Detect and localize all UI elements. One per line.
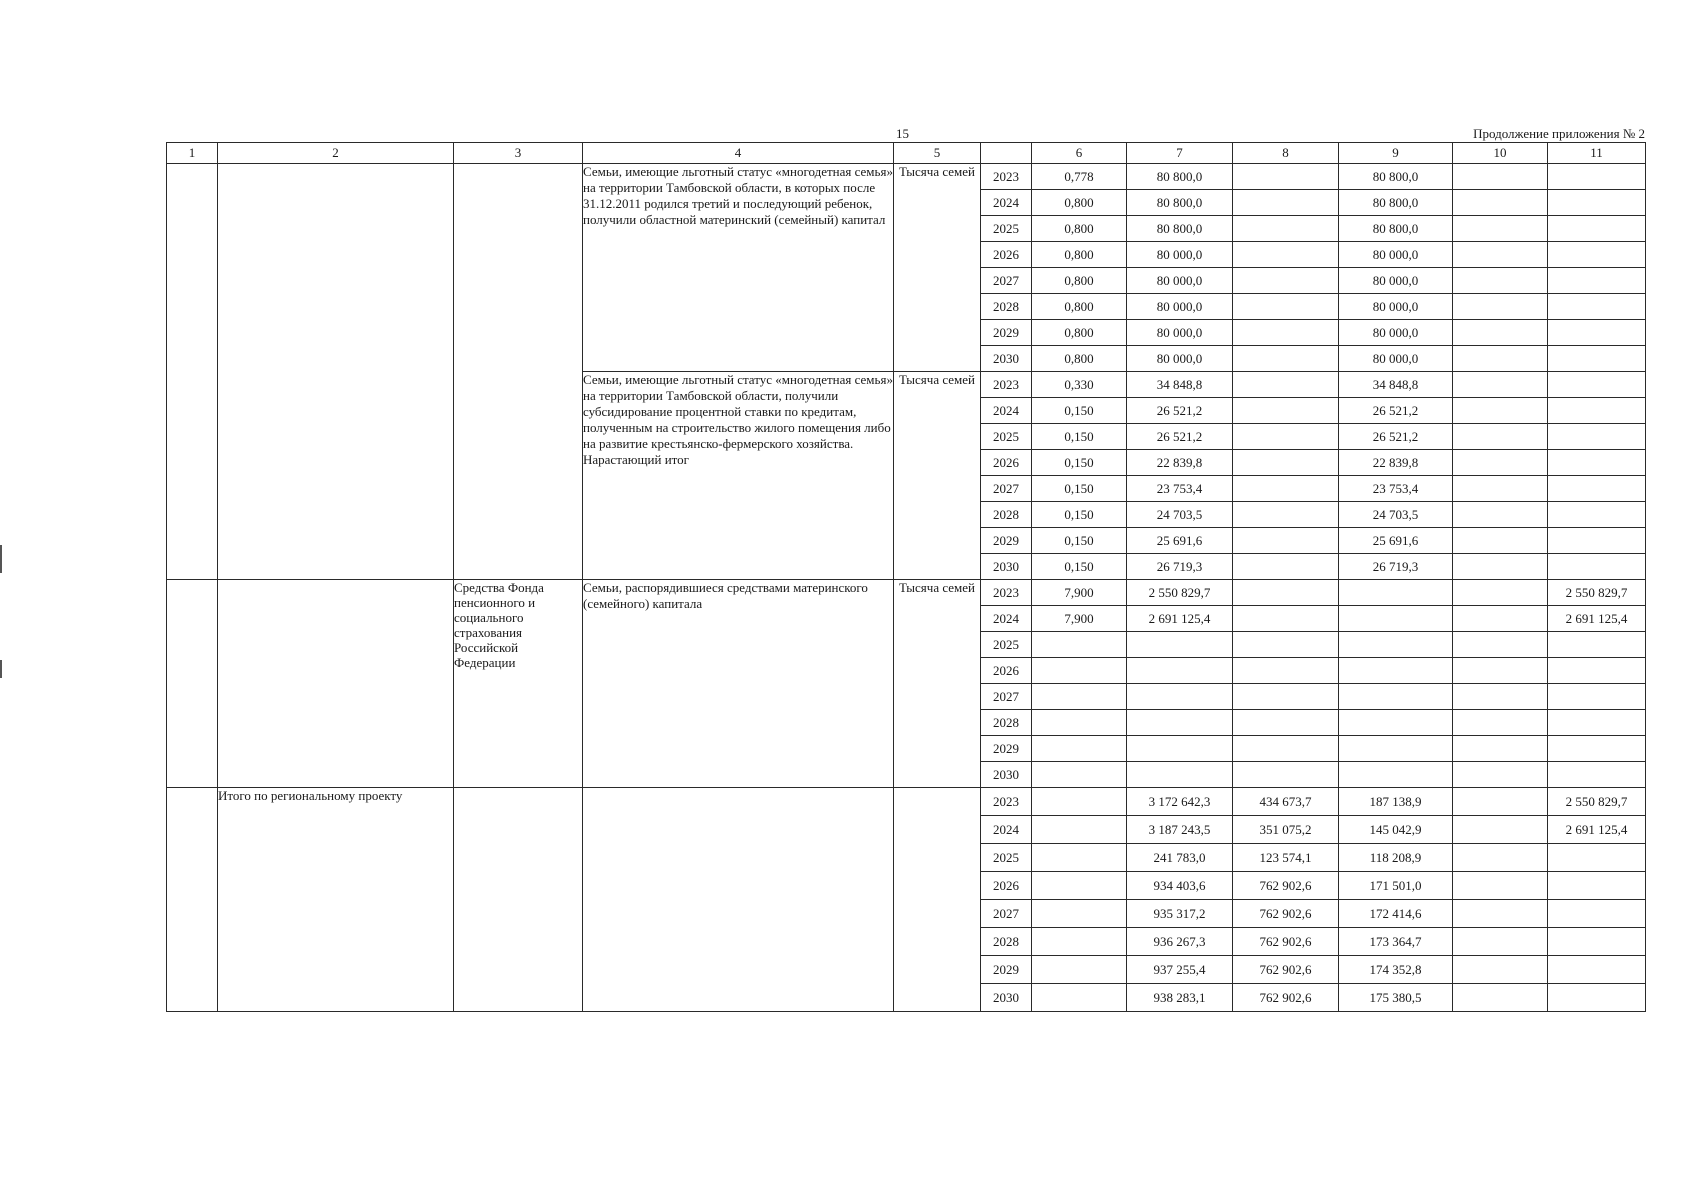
value-cell-c8 [1233, 164, 1339, 190]
value-cell-c10 [1453, 190, 1548, 216]
year-cell: 2029 [981, 320, 1032, 346]
value-cell-c8 [1233, 528, 1339, 554]
value-cell-c7 [1127, 762, 1233, 788]
value-cell-c10 [1453, 632, 1548, 658]
value-cell-c7: 80 000,0 [1127, 320, 1233, 346]
value-cell-c8 [1233, 450, 1339, 476]
value-cell-c11 [1548, 398, 1646, 424]
col-header: 7 [1127, 143, 1233, 164]
value-cell-c10 [1453, 816, 1548, 844]
value-cell-c11 [1548, 164, 1646, 190]
value-cell-c11 [1548, 424, 1646, 450]
number-cell [167, 164, 218, 580]
value-cell-c8 [1233, 294, 1339, 320]
value-cell-c8 [1233, 658, 1339, 684]
value-cell-c9: 80 000,0 [1339, 242, 1453, 268]
value-cell-c9: 174 352,8 [1339, 956, 1453, 984]
value-cell-c8 [1233, 502, 1339, 528]
value-cell-c8 [1233, 398, 1339, 424]
number-cell [167, 788, 218, 1012]
value-cell-c6: 7,900 [1032, 606, 1127, 632]
value-cell-c7 [1127, 710, 1233, 736]
value-cell-c10 [1453, 872, 1548, 900]
value-cell-c7 [1127, 736, 1233, 762]
value-cell-c10 [1453, 242, 1548, 268]
value-cell-c8: 762 902,6 [1233, 900, 1339, 928]
value-cell-c10 [1453, 900, 1548, 928]
year-cell: 2024 [981, 606, 1032, 632]
year-cell: 2024 [981, 398, 1032, 424]
value-cell-c10 [1453, 684, 1548, 710]
value-cell-c11 [1548, 216, 1646, 242]
value-cell-c6: 0,150 [1032, 450, 1127, 476]
value-cell-c11 [1548, 294, 1646, 320]
value-cell-c11 [1548, 190, 1646, 216]
table-body [167, 164, 1646, 1012]
year-cell: 2030 [981, 554, 1032, 580]
value-cell-c9 [1339, 684, 1453, 710]
value-cell-c11 [1548, 554, 1646, 580]
value-cell-c10 [1453, 216, 1548, 242]
value-cell-c11 [1548, 372, 1646, 398]
value-cell-c11 [1548, 684, 1646, 710]
value-cell-c7: 2 691 125,4 [1127, 606, 1233, 632]
value-cell-c7: 937 255,4 [1127, 956, 1233, 984]
value-cell-c6 [1032, 872, 1127, 900]
value-cell-c6 [1032, 844, 1127, 872]
value-cell-c9: 80 000,0 [1339, 320, 1453, 346]
value-cell-c9: 22 839,8 [1339, 450, 1453, 476]
value-cell-c9: 145 042,9 [1339, 816, 1453, 844]
value-cell-c8 [1233, 580, 1339, 606]
source-cell [454, 788, 583, 1012]
value-cell-c10 [1453, 606, 1548, 632]
value-cell-c6: 0,800 [1032, 268, 1127, 294]
value-cell-c7: 26 521,2 [1127, 424, 1233, 450]
unit-cell [894, 788, 981, 1012]
value-cell-c10 [1453, 424, 1548, 450]
value-cell-c9: 118 208,9 [1339, 844, 1453, 872]
value-cell-c11 [1548, 450, 1646, 476]
col-header [981, 143, 1032, 164]
value-cell-c6 [1032, 900, 1127, 928]
value-cell-c11 [1548, 710, 1646, 736]
value-cell-c11 [1548, 900, 1646, 928]
value-cell-c10 [1453, 788, 1548, 816]
value-cell-c7: 80 000,0 [1127, 294, 1233, 320]
value-cell-c10 [1453, 164, 1548, 190]
value-cell-c8 [1233, 372, 1339, 398]
value-cell-c10 [1453, 658, 1548, 684]
table-row [167, 580, 1646, 606]
year-cell: 2025 [981, 216, 1032, 242]
value-cell-c10 [1453, 928, 1548, 956]
value-cell-c11 [1548, 984, 1646, 1012]
value-cell-c6 [1032, 956, 1127, 984]
value-cell-c10 [1453, 268, 1548, 294]
value-cell-c8: 762 902,6 [1233, 928, 1339, 956]
header-row [167, 143, 1646, 164]
value-cell-c6 [1032, 788, 1127, 816]
value-cell-c11 [1548, 762, 1646, 788]
value-cell-c11 [1548, 844, 1646, 872]
value-cell-c10 [1453, 398, 1548, 424]
year-cell: 2026 [981, 658, 1032, 684]
value-cell-c7: 80 000,0 [1127, 242, 1233, 268]
value-cell-c11 [1548, 658, 1646, 684]
value-cell-c10 [1453, 736, 1548, 762]
value-cell-c9: 171 501,0 [1339, 872, 1453, 900]
value-cell-c11 [1548, 528, 1646, 554]
unit-cell: Тысяча семей [894, 580, 981, 788]
value-cell-c8 [1233, 242, 1339, 268]
value-cell-c11 [1548, 320, 1646, 346]
year-cell: 2024 [981, 190, 1032, 216]
year-cell: 2027 [981, 268, 1032, 294]
col-header: 6 [1032, 143, 1127, 164]
value-cell-c9 [1339, 606, 1453, 632]
value-cell-c7: 34 848,8 [1127, 372, 1233, 398]
indicator-description: Семьи, имеющие льготный статус «многодетная семья» на территории Тамбовской области, получили субсидирование процентной ставки по кредитам, полученным на строительство жилого помещения либо на развитие крестьянско-фермерского хозяйства. Нарастающий итог [583, 372, 894, 580]
value-cell-c8: 123 574,1 [1233, 844, 1339, 872]
project-cell [218, 580, 454, 788]
value-cell-c9: 172 414,6 [1339, 900, 1453, 928]
year-cell: 2025 [981, 844, 1032, 872]
value-cell-c11 [1548, 502, 1646, 528]
value-cell-c9: 26 521,2 [1339, 398, 1453, 424]
year-cell: 2027 [981, 900, 1032, 928]
value-cell-c9 [1339, 762, 1453, 788]
value-cell-c8 [1233, 346, 1339, 372]
value-cell-c9 [1339, 632, 1453, 658]
value-cell-c10 [1453, 346, 1548, 372]
value-cell-c10 [1453, 476, 1548, 502]
value-cell-c10 [1453, 956, 1548, 984]
value-cell-c9 [1339, 658, 1453, 684]
value-cell-c9: 80 000,0 [1339, 346, 1453, 372]
value-cell-c10 [1453, 580, 1548, 606]
value-cell-c9: 25 691,6 [1339, 528, 1453, 554]
value-cell-c7: 80 800,0 [1127, 216, 1233, 242]
value-cell-c8 [1233, 424, 1339, 450]
source-cell: Средства Фонда пенсионного и социального страхования Российской Федерации [454, 580, 583, 788]
value-cell-c8: 762 902,6 [1233, 956, 1339, 984]
value-cell-c6: 0,150 [1032, 528, 1127, 554]
value-cell-c6: 0,800 [1032, 190, 1127, 216]
value-cell-c8 [1233, 762, 1339, 788]
col-header: 2 [218, 143, 454, 164]
value-cell-c7: 26 719,3 [1127, 554, 1233, 580]
page-number: 15 [896, 126, 909, 141]
value-cell-c7: 80 000,0 [1127, 268, 1233, 294]
value-cell-c8 [1233, 554, 1339, 580]
value-cell-c11 [1548, 736, 1646, 762]
value-cell-c10 [1453, 502, 1548, 528]
value-cell-c7: 22 839,8 [1127, 450, 1233, 476]
value-cell-c7: 80 800,0 [1127, 190, 1233, 216]
value-cell-c9: 187 138,9 [1339, 788, 1453, 816]
year-cell: 2028 [981, 928, 1032, 956]
value-cell-c6 [1032, 928, 1127, 956]
value-cell-c11 [1548, 632, 1646, 658]
value-cell-c8: 434 673,7 [1233, 788, 1339, 816]
value-cell-c6: 0,800 [1032, 294, 1127, 320]
value-cell-c7 [1127, 658, 1233, 684]
value-cell-c9: 26 521,2 [1339, 424, 1453, 450]
value-cell-c6 [1032, 632, 1127, 658]
value-cell-c7: 80 000,0 [1127, 346, 1233, 372]
year-cell: 2025 [981, 424, 1032, 450]
value-cell-c7: 934 403,6 [1127, 872, 1233, 900]
value-cell-c9: 80 000,0 [1339, 268, 1453, 294]
value-cell-c7: 24 703,5 [1127, 502, 1233, 528]
value-cell-c7: 26 521,2 [1127, 398, 1233, 424]
table-row [167, 788, 1646, 816]
value-cell-c9: 80 800,0 [1339, 216, 1453, 242]
value-cell-c8 [1233, 476, 1339, 502]
value-cell-c10 [1453, 294, 1548, 320]
value-cell-c11: 2 691 125,4 [1548, 816, 1646, 844]
value-cell-c8 [1233, 684, 1339, 710]
col-header: 8 [1233, 143, 1339, 164]
value-cell-c10 [1453, 528, 1548, 554]
year-cell: 2029 [981, 956, 1032, 984]
value-cell-c7: 936 267,3 [1127, 928, 1233, 956]
budget-table [166, 142, 1646, 1012]
year-cell: 2030 [981, 762, 1032, 788]
value-cell-c7: 25 691,6 [1127, 528, 1233, 554]
value-cell-c9: 80 000,0 [1339, 294, 1453, 320]
value-cell-c6 [1032, 816, 1127, 844]
value-cell-c6: 0,800 [1032, 320, 1127, 346]
value-cell-c8 [1233, 320, 1339, 346]
value-cell-c6 [1032, 710, 1127, 736]
value-cell-c10 [1453, 984, 1548, 1012]
col-header: 10 [1453, 143, 1548, 164]
value-cell-c10 [1453, 320, 1548, 346]
value-cell-c6 [1032, 658, 1127, 684]
value-cell-c11: 2 550 829,7 [1548, 788, 1646, 816]
col-header: 11 [1548, 143, 1646, 164]
year-cell: 2025 [981, 632, 1032, 658]
value-cell-c6: 0,330 [1032, 372, 1127, 398]
scan-artifact [0, 545, 2, 573]
value-cell-c10 [1453, 710, 1548, 736]
value-cell-c6: 0,778 [1032, 164, 1127, 190]
year-cell: 2023 [981, 788, 1032, 816]
year-cell: 2027 [981, 684, 1032, 710]
value-cell-c7: 23 753,4 [1127, 476, 1233, 502]
indicator-description: Семьи, распорядившиеся средствами материнского (семейного) капитала [583, 580, 894, 788]
year-cell: 2023 [981, 372, 1032, 398]
indicator-description [583, 788, 894, 1012]
year-cell: 2024 [981, 816, 1032, 844]
value-cell-c7: 2 550 829,7 [1127, 580, 1233, 606]
value-cell-c11 [1548, 928, 1646, 956]
value-cell-c9: 80 800,0 [1339, 190, 1453, 216]
value-cell-c9 [1339, 710, 1453, 736]
value-cell-c6 [1032, 762, 1127, 788]
value-cell-c10 [1453, 844, 1548, 872]
value-cell-c11 [1548, 956, 1646, 984]
col-header: 4 [583, 143, 894, 164]
value-cell-c8 [1233, 632, 1339, 658]
value-cell-c7: 241 783,0 [1127, 844, 1233, 872]
value-cell-c7: 935 317,2 [1127, 900, 1233, 928]
value-cell-c10 [1453, 450, 1548, 476]
value-cell-c8 [1233, 736, 1339, 762]
value-cell-c6: 0,150 [1032, 424, 1127, 450]
value-cell-c6: 0,150 [1032, 476, 1127, 502]
value-cell-c9: 26 719,3 [1339, 554, 1453, 580]
value-cell-c6 [1032, 984, 1127, 1012]
value-cell-c9: 23 753,4 [1339, 476, 1453, 502]
year-cell: 2026 [981, 872, 1032, 900]
col-header: 9 [1339, 143, 1453, 164]
value-cell-c10 [1453, 372, 1548, 398]
number-cell [167, 580, 218, 788]
value-cell-c6: 7,900 [1032, 580, 1127, 606]
value-cell-c6 [1032, 684, 1127, 710]
value-cell-c11: 2 691 125,4 [1548, 606, 1646, 632]
value-cell-c6 [1032, 736, 1127, 762]
source-cell [454, 164, 583, 580]
year-cell: 2029 [981, 528, 1032, 554]
col-header: 5 [894, 143, 981, 164]
value-cell-c11 [1548, 268, 1646, 294]
value-cell-c9: 34 848,8 [1339, 372, 1453, 398]
value-cell-c10 [1453, 554, 1548, 580]
continuation-note: Продолжение приложения № 2 [1473, 126, 1645, 141]
scan-artifact [0, 660, 2, 678]
value-cell-c7: 80 800,0 [1127, 164, 1233, 190]
table-row [167, 164, 1646, 190]
value-cell-c6: 0,800 [1032, 346, 1127, 372]
year-cell: 2027 [981, 476, 1032, 502]
year-cell: 2028 [981, 294, 1032, 320]
value-cell-c6: 0,150 [1032, 502, 1127, 528]
value-cell-c6: 0,800 [1032, 216, 1127, 242]
col-header: 3 [454, 143, 583, 164]
year-cell: 2028 [981, 502, 1032, 528]
value-cell-c8 [1233, 190, 1339, 216]
value-cell-c8: 762 902,6 [1233, 872, 1339, 900]
year-cell: 2029 [981, 736, 1032, 762]
value-cell-c7: 938 283,1 [1127, 984, 1233, 1012]
total-label: Итого по региональному проекту [218, 788, 454, 1012]
value-cell-c11: 2 550 829,7 [1548, 580, 1646, 606]
value-cell-c7: 3 172 642,3 [1127, 788, 1233, 816]
value-cell-c9: 173 364,7 [1339, 928, 1453, 956]
value-cell-c9 [1339, 580, 1453, 606]
value-cell-c8: 351 075,2 [1233, 816, 1339, 844]
value-cell-c9 [1339, 736, 1453, 762]
year-cell: 2023 [981, 580, 1032, 606]
unit-cell: Тысяча семей [894, 372, 981, 580]
year-cell: 2023 [981, 164, 1032, 190]
value-cell-c7 [1127, 684, 1233, 710]
value-cell-c11 [1548, 476, 1646, 502]
year-cell: 2026 [981, 242, 1032, 268]
value-cell-c8 [1233, 710, 1339, 736]
value-cell-c9: 80 800,0 [1339, 164, 1453, 190]
unit-cell: Тысяча семей [894, 164, 981, 372]
value-cell-c8 [1233, 606, 1339, 632]
value-cell-c8 [1233, 268, 1339, 294]
year-cell: 2026 [981, 450, 1032, 476]
value-cell-c11 [1548, 872, 1646, 900]
value-cell-c9: 175 380,5 [1339, 984, 1453, 1012]
year-cell: 2028 [981, 710, 1032, 736]
value-cell-c8 [1233, 216, 1339, 242]
indicator-description: Семьи, имеющие льготный статус «многодетная семья» на территории Тамбовской области, в которых после 31.12.2011 родился третий и последующий ребенок, получили областной материнский (семейный) капитал [583, 164, 894, 372]
value-cell-c11 [1548, 346, 1646, 372]
project-cell [218, 164, 454, 580]
value-cell-c6: 0,800 [1032, 242, 1127, 268]
value-cell-c11 [1548, 242, 1646, 268]
value-cell-c9: 24 703,5 [1339, 502, 1453, 528]
col-header: 1 [167, 143, 218, 164]
value-cell-c10 [1453, 762, 1548, 788]
value-cell-c7: 3 187 243,5 [1127, 816, 1233, 844]
value-cell-c8: 762 902,6 [1233, 984, 1339, 1012]
year-cell: 2030 [981, 984, 1032, 1012]
year-cell: 2030 [981, 346, 1032, 372]
value-cell-c6: 0,150 [1032, 398, 1127, 424]
value-cell-c6: 0,150 [1032, 554, 1127, 580]
value-cell-c7 [1127, 632, 1233, 658]
